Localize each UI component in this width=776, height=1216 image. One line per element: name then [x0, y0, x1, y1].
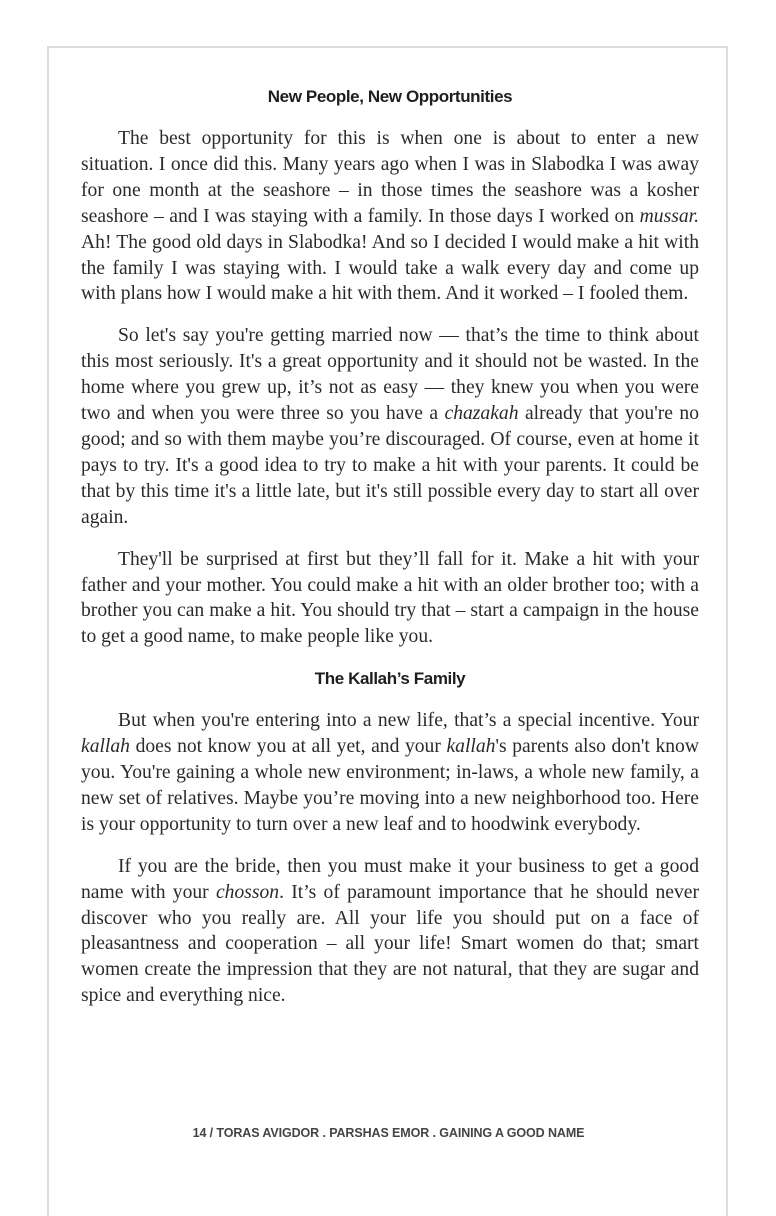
section-body	[81, 126, 699, 650]
text-run: . It’s of paramount importance that he should never discover who you really are. All your life you should put on a face of pleasantness and cooperation – all your life! Smart women do that; smart women create the impression that they are not natural, that they are sugar and spice and everything nice.	[81, 881, 699, 1007]
paragraph	[81, 854, 699, 1009]
section-heading: The Kallah’s Family	[314, 669, 466, 689]
italic-term: kallah	[81, 736, 130, 758]
italic-term: mussar.	[639, 205, 699, 227]
text-run: If you are the bride, then you must make it your business to get a good name with your	[81, 855, 699, 903]
text-run: So let's say you're getting married now — that’s the time to think about this most seriously. It's a great opportunity and it should not be wasted. In the home where you grew up, it’s not as easy — they knew you when you were two and when you were three so you have a	[81, 325, 699, 425]
text-run: They'll be surprised at first but they’ll fall for it. Make a hit with your father and your mother. You could make a hit with an older brother too; with a brother you can make a hit. You should try that – start a campaign in the house to get a good name, to make people like you.	[81, 548, 699, 648]
text-run: does not know you at all yet, and your	[129, 736, 447, 758]
page-footer: 14 / TORAS AVIGDOR . PARSHAS EMOR . GAINING A GOOD NAME	[192, 1126, 585, 1140]
text-run: Ah! The good old days in Slabodka! And so I decided I would make a hit with the family I was staying with. I would take a walk every day and come up with plans how I would make a hit with them. And it worked – I fooled them.	[81, 231, 699, 305]
section-body	[81, 708, 699, 1009]
paragraph	[81, 126, 699, 307]
text-run: The best opportunity for this is when one is about to enter a new situation. I once did this. Many years ago when I was in Slabodka I was away for one month at the seashore – in those times the seashore was a kosher seashore – and I was staying with a family. In those days I worked on	[81, 128, 699, 227]
italic-term: chosson	[215, 881, 280, 903]
page-content	[81, 84, 699, 1025]
section-heading: New People, New Opportunities	[267, 87, 513, 106]
text-run: already that you're no good; and so with them maybe you’re discouraged. Of course, even at home it pays to try. It's a good idea to try to make a hit with your parents. It could be that by this time it's a little late, but it's still possible every day to start all over again.	[81, 403, 699, 528]
text-run: But when you're entering into a new life, that’s a special incentive. Your	[118, 710, 699, 732]
text-run: 's parents also don't know you. You're gaining a whole new environment; in-laws, a whole new family, a new set of relatives. Maybe you’re moving into a new neighborhood too. Here is your opportunity to turn over a new leaf and to hoodwink everybody.	[81, 736, 699, 835]
document-page	[47, 46, 728, 1216]
italic-term: kallah	[446, 736, 496, 758]
paragraph	[81, 323, 699, 530]
paragraph	[81, 547, 699, 651]
paragraph	[81, 708, 699, 838]
italic-term: chazakah	[444, 403, 519, 425]
